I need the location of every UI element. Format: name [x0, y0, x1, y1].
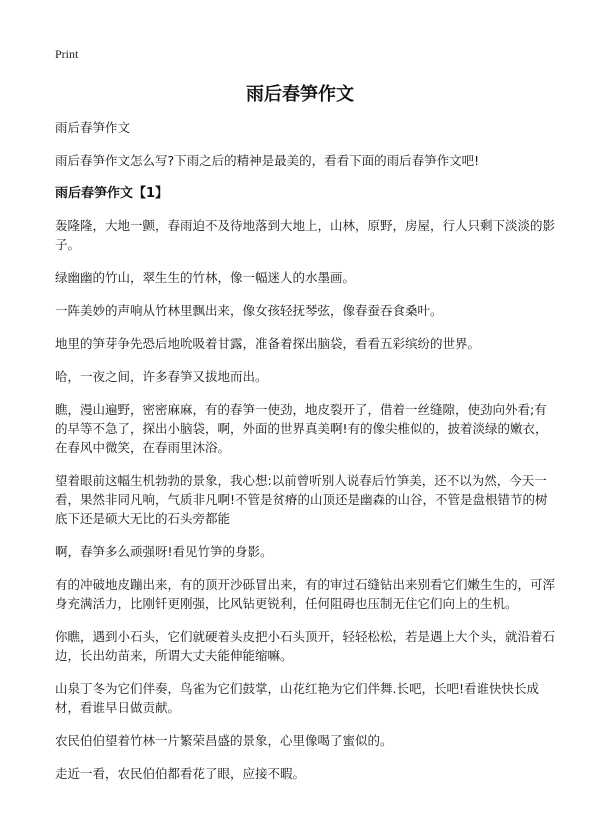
print-label[interactable]: Print	[55, 47, 79, 61]
paragraph-2: 绿幽幽的竹山，翠生生的竹林，像一幅迷人的水墨画。	[55, 270, 356, 285]
paragraph-12: 农民伯伯望着竹林一片繁荣昌盛的景象，心里像喝了蜜似的。	[55, 733, 393, 748]
paragraph-9: 有的冲破地皮蹦出来，有的顶开沙砾冒出来，有的审过石缝钻出来别看它们嫩生生的，可浑身充满活力，比刚钎更刚强，比风钻更锐利，任何阻碍也压制无住它们向上的生机。	[55, 577, 556, 611]
intro-line-title: 雨后春笋作文	[55, 120, 131, 135]
paragraph-11: 山泉丁冬为它们伴奏，鸟雀为它们鼓掌，山花红艳为它们伴舞.长吧，长吧!看谁快快长成材，看谁早日做贡献。	[55, 681, 539, 715]
paragraph-8: 啊，春笋多么顽强呀!看见竹笋的身影。	[55, 544, 273, 559]
document-body	[55, 118, 555, 797]
paragraph-1: 轰隆隆，大地一颤，春雨迫不及待地落到大地上，山林，原野，房屋，行人只剩下淡淡的影子。	[55, 218, 556, 252]
intro-line-summary: 雨后春笋作文怎么写?下雨之后的精神是最美的，看看下面的雨后春笋作文吧!	[55, 153, 480, 168]
section-heading: 雨后春笋作文【1】	[55, 186, 169, 201]
document-title: 雨后春笋作文	[246, 84, 354, 105]
paragraph-5: 哈，一夜之间，许多春笋又拔地而出。	[55, 369, 268, 384]
paragraph-4: 地里的笋芽争先恐后地吮吸着甘露，准备着探出脑袋，看看五彩缤纷的世界。	[55, 336, 481, 351]
paragraph-3: 一阵美妙的声响从竹林里飘出来，像女孩轻抚琴弦，像春蚕吞食桑叶。	[55, 303, 443, 318]
paragraph-7: 望着眼前这幅生机勃勃的景象，我心想:以前曾听别人说春后竹笋美，还不以为然，今天一看，果然非同凡响，气质非凡啊!不管是贫瘠的山顶还是幽森的山谷，不管是盘根错节的树底下还是硕大无比的石头旁都能	[55, 473, 548, 526]
paragraph-13: 走近一看，农民伯伯都看花了眼，应接不暇。	[55, 766, 306, 781]
paragraph-6: 瞧，漫山遍野，密密麻麻，有的春笋一使劲，地皮裂开了，借着一丝缝隙，使劲向外看;有的早等不急了，探出小脑袋，啊，外面的世界真美啊!有的像尖椎似的，披着淡绿的嫩衣，在春风中微笑，在春雨里沐浴。	[55, 402, 548, 455]
paragraph-10: 你瞧，遇到小石头，它们就硬着头皮把小石头顶开，轻轻松松，若是遇上大个头，就沿着石边，长出幼苗来，所谓大丈夫能伸能缩嘛。	[55, 629, 556, 663]
